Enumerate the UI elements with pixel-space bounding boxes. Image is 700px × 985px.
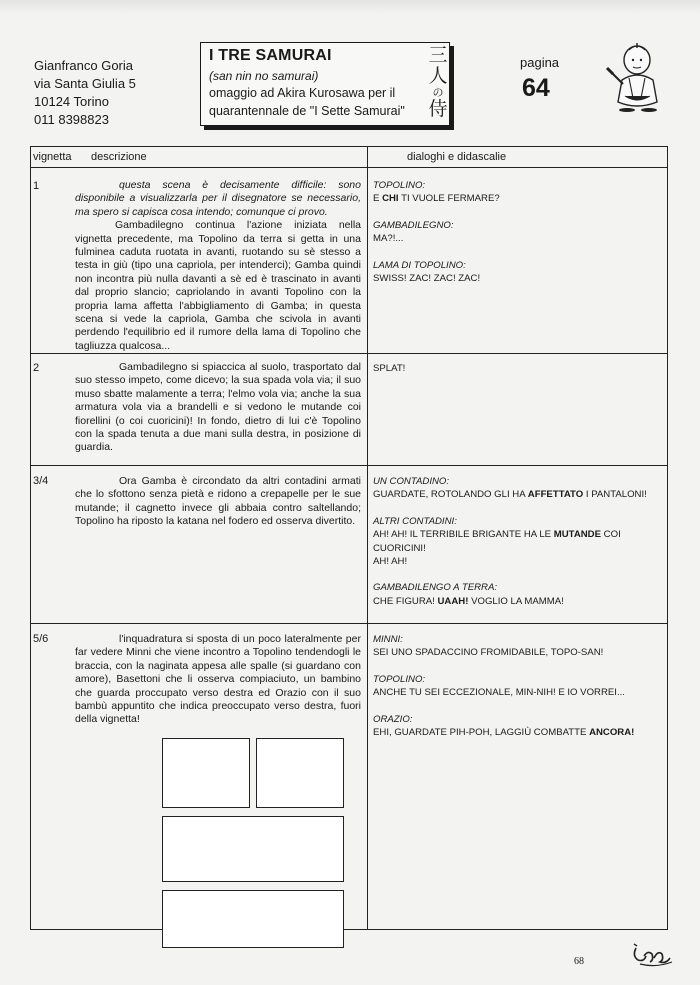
kanji-title — [425, 45, 451, 120]
page-label: pagina — [520, 55, 560, 70]
description-text: l'inquadratura si sposta di un poco lateralmente per far vedere Minni che viene incontro a Topolino tendendogli le braccia, con la naginata appesa alle spalle (si guardano con amore), Basettoni che li osserva compiaciuto, un bambino che guarda proccupato verso destra ed Orazio con il suo bambù appuntito che indica preoccupato verso destra, fuori della vignetta! — [75, 633, 361, 726]
title-box — [200, 42, 458, 132]
page-number: 64 — [522, 74, 550, 102]
dialogue-emphasis: AFFETTATO — [527, 489, 584, 501]
tribute-line-2: quarantennale de "I Sette Samurai" — [209, 104, 405, 118]
dialogue-text: CHE FIGURA! — [373, 595, 438, 607]
samurai-mascot-icon — [603, 40, 665, 112]
signature-icon — [630, 942, 676, 968]
dialogue-emphasis: ANCORA! — [589, 727, 635, 739]
author-address — [34, 57, 136, 129]
speaker-label: UN CONTADINO: — [373, 476, 450, 487]
speaker-label: TOPOLINO: — [373, 180, 426, 191]
row-number: 3/4 — [33, 475, 49, 487]
header-vignetta: vignetta — [33, 151, 72, 163]
dialogue-line: SWISS! ZAC! ZAC! ZAC! — [373, 273, 481, 285]
kanji-char: 三 — [428, 44, 448, 66]
dialogue-line: SPLAT! — [373, 363, 406, 374]
speaker-label: GAMBADILEGNO: — [373, 219, 454, 231]
row-divider — [31, 623, 667, 624]
row-description — [75, 475, 361, 529]
scan-edge — [0, 0, 700, 14]
description-text: Gambadilegno continua l'azione iniziata nella vignetta precedente, ma Topolino da terra si getta in una fulminea caduta ruotata in avanti, ruotando su sè stesso a testa in giù (tipo una capriola, per intenderci); Gamba quindi non incontra più nulla davanti a sè ed è trascinato in avanti dal proprio slancio; capriolando in avanti Topolino con la propria lama affetta l'abbigliamento di Gamba; in questa scena si vede la capriola, Gamba che scivola in avanti perdendo l'equilibrio ed il rumore della lama di Topolino che tagliuzza qualcosa... — [75, 219, 361, 352]
row-number: 2 — [33, 362, 40, 374]
speaker-label: GAMBADILENGO A TERRA: — [373, 582, 498, 594]
dialogue-text: I PANTALONI! — [583, 489, 647, 501]
dialogue-line: SEI UNO SPADACCINO FROMIDABILE, TOPO-SAN! — [373, 647, 604, 659]
row-number: 1 — [33, 180, 40, 192]
dialogue-line: AH! AH! — [373, 556, 408, 568]
dialogue-line — [373, 488, 663, 501]
dialogue-line — [373, 528, 663, 555]
speaker-label: MINNI: — [373, 634, 403, 645]
author-city: 10124 Torino — [34, 94, 109, 109]
dialogue-text: COI CUORICINI! — [373, 529, 621, 554]
dialogue-text: AH! AH! IL TERRIBILE BRIGANTE HA LE — [373, 529, 554, 541]
footer-page-number: 68 — [574, 956, 584, 967]
row-dialogue — [373, 475, 663, 608]
description-text: Ora Gamba è circondato da altri contadini armati che lo sfottono senza pietà e ridono a crepapelle per le sue mutande; il cagnetto invece gli abbaia contro saltellando; Topolino ha riposto la katana nel fodero ed osserva divertito. — [75, 475, 361, 528]
column-divider — [367, 147, 368, 929]
dialogue-emphasis: MUTANDE — [553, 529, 602, 541]
story-subtitle: (san nin no samurai) — [209, 69, 319, 83]
row-dialogue — [373, 179, 663, 285]
row-number: 5/6 — [33, 633, 49, 645]
dialogue-line: ANCHE TU SEI ECCEZIONALE, MIN-NIH! E IO VORREI... — [373, 687, 625, 699]
kanji-char: 人 — [428, 65, 448, 87]
row-description — [75, 633, 361, 727]
dialogue-text: TI VUOLE FERMARE? — [398, 193, 500, 205]
dialogue-line — [373, 192, 663, 205]
row-description — [75, 361, 361, 455]
speaker-label: ALTRI CONTADINI: — [373, 515, 457, 527]
row-dialogue — [373, 633, 663, 739]
kanji-char: 侍 — [428, 98, 448, 120]
dialogue-text: GUARDATE, ROTOLANDO GLI HA — [373, 489, 528, 501]
dialogue-line: MA?!... — [373, 233, 404, 245]
dialogue-emphasis: CHI — [382, 193, 399, 205]
dialogue-emphasis: UAAH! — [437, 595, 469, 607]
description-note: questa scena è decisamente difficile: sono disponibile a visualizzarla per il disegnatore se necessario, ma spero si capisca cosa intendo; comunque ci provo. — [75, 179, 361, 218]
speaker-label: ORAZIO: — [373, 713, 413, 725]
header-dialoghi: dialoghi e didascalie — [407, 151, 507, 163]
storyboard-panel — [162, 738, 250, 808]
dialogue-text: VOGLIO LA MAMMA! — [468, 595, 564, 607]
author-street: via Santa Giulia 5 — [34, 76, 136, 91]
dialogue-line — [373, 595, 663, 608]
row-divider — [31, 465, 667, 466]
row-description — [75, 179, 361, 353]
storyboard-panel — [256, 738, 344, 808]
author-name: Gianfranco Goria — [34, 58, 133, 73]
row-dialogue — [373, 362, 663, 375]
dialogue-text: EHI, GUARDATE PIH-POH, LAGGIÙ COMBATTE — [373, 727, 590, 739]
speaker-label: LAMA DI TOPOLINO: — [373, 259, 466, 271]
title-box-frame — [200, 42, 450, 126]
header-descrizione: descrizione — [91, 151, 147, 163]
dialogue-text: E — [373, 193, 383, 205]
tribute-line-1: omaggio ad Akira Kurosawa per il — [209, 86, 396, 100]
description-text: Gambadilegno si spiaccica al suolo, trasportato dal suo stesso impeto, come dicevo; la sua spada vola via; il suo muso sbatte malamente a terra; l'elmo vola via; anche la sua armatura vola via a brandelli e si vedono le mutande coi fiorellini (o coi cuoricini)! In fondo, dietro di lui c'è Topolino con la spada tenuta a due mani sulla destra, in posizione di guardia. — [75, 361, 361, 454]
script-table — [30, 146, 668, 930]
dialogue-line — [373, 726, 663, 739]
kanji-char: の — [432, 86, 444, 99]
author-phone: 011 8398823 — [34, 112, 109, 127]
storyboard-panel — [162, 890, 344, 948]
speaker-label: TOPOLINO: — [373, 673, 426, 685]
row-divider — [31, 167, 667, 168]
story-title: I TRE SAMURAI — [209, 47, 332, 64]
storyboard-panel — [162, 816, 344, 882]
